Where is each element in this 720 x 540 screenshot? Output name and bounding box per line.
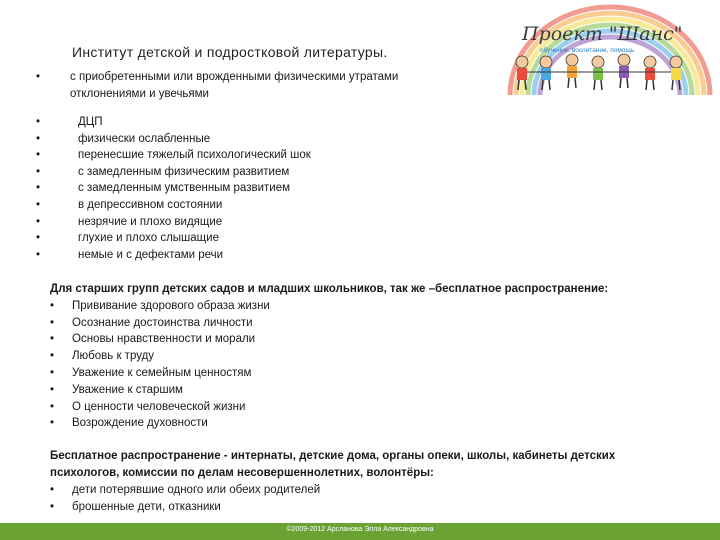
list-item: • с замедленным умственным развитием	[36, 182, 290, 195]
intro-block	[36, 69, 456, 103]
list-item: • перенесшие тяжелый психологический шок	[36, 149, 311, 162]
list-item: • дети потерявшие одного или обеих родителей	[50, 484, 321, 496]
list-item: • Возрождение духовности	[50, 417, 208, 430]
values-list	[50, 298, 660, 432]
preschool-section	[50, 281, 660, 432]
free-distribution-section	[50, 448, 660, 516]
list-item: • Любовь к труду	[50, 350, 155, 363]
page-title: Институт детской и подростковой литературы.	[72, 44, 388, 60]
list-item: • брошенные дети, отказники	[50, 501, 221, 513]
copyright-text: ©2009-2012 Арсланова Элла Александровна	[286, 526, 434, 533]
list-item: • Осознание достоинства личности	[50, 316, 253, 329]
recipients-list	[50, 482, 660, 516]
intro-line-1: с приобретенными или врожденными физическими утратами	[70, 71, 399, 83]
list-item: • физически ослабленные	[36, 132, 211, 145]
logo-tagline: обучение, воспитание, помощь	[540, 47, 635, 54]
logo-name: Проект "Шанс"	[522, 23, 683, 45]
list-item: • с замедленным физическим развитием	[36, 165, 290, 178]
section-header-line-1: Бесплатное распространение - интернаты, детские дома, органы опеки, школы, кабинеты детских	[50, 450, 616, 462]
bullet: •	[36, 71, 41, 83]
list-item: • Прививание здорового образа жизни	[50, 299, 270, 312]
list-item: • Основы нравственности и морали	[50, 333, 256, 346]
list-item: • незрячие и плохо видящие	[36, 215, 223, 228]
project-chance-logo	[500, 0, 720, 110]
list-item: • немые и с дефектами речи	[36, 248, 224, 261]
conditions-list	[36, 114, 311, 263]
list-item: • Уважение к семейным ценностям	[50, 366, 252, 379]
list-item: • Уважение к старшим	[50, 383, 183, 396]
list-item: • ДЦП	[36, 116, 103, 128]
section-header: Для старших групп детских садов и младших школьников, так же –бесплатное распространение:	[50, 283, 609, 295]
footer-bar	[0, 523, 720, 540]
list-item: • О ценности человеческой жизни	[50, 400, 246, 413]
intro-line-2: отклонениями и увечьями	[70, 88, 209, 100]
list-item: • глухие и плохо слышащие	[36, 232, 219, 245]
list-item: • в депрессивном состоянии	[36, 198, 223, 211]
section-header-line-2: психологов, комиссии по делам несовершеннолетних, волонтёры:	[50, 467, 434, 479]
